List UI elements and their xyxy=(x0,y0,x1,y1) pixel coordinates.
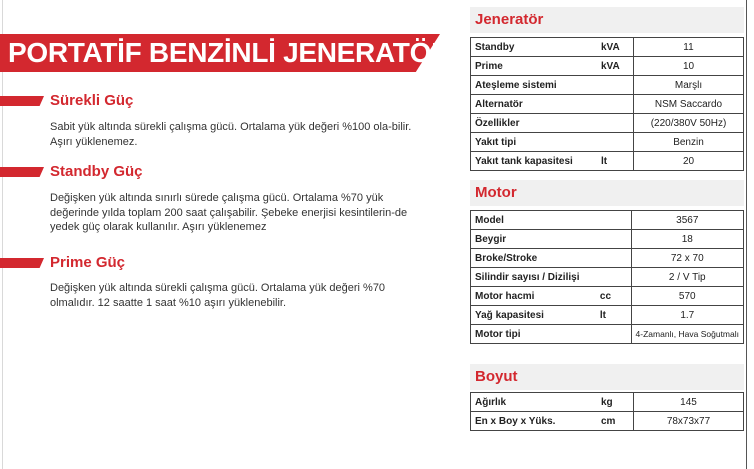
section-marker xyxy=(0,96,44,106)
spec-unit xyxy=(597,76,634,95)
spec-label: Ateşleme sistemi xyxy=(471,76,598,95)
spec-value: 72 x 70 xyxy=(631,249,743,268)
spec-label: Motor hacmi xyxy=(471,287,596,306)
spec-label: Beygir xyxy=(471,230,596,249)
spec-label: Motor tipi xyxy=(471,325,596,344)
spec-label: En x Boy x Yüks. xyxy=(471,412,598,431)
spec-row xyxy=(471,38,744,57)
spec-row xyxy=(471,76,744,95)
spec-row xyxy=(471,268,744,287)
spec-row xyxy=(471,230,744,249)
spec-unit xyxy=(596,230,631,249)
spec-label: Broke/Stroke xyxy=(471,249,596,268)
spec-value: 145 xyxy=(634,393,744,412)
section-text-surekli: Sabit yük altında sürekli çalışma gücü. Ortalama yük değeri %100 ola-bilir. Aşırı yüklenemez. xyxy=(50,121,412,148)
spec-value: 10 xyxy=(634,57,744,76)
spec-unit xyxy=(596,268,631,287)
spec-unit: lt xyxy=(597,152,634,171)
spec-row xyxy=(471,57,744,76)
spec-value: (220/380V 50Hz) xyxy=(634,114,744,133)
spec-value: 1.7 xyxy=(631,306,743,325)
jenerator-table xyxy=(470,37,744,171)
spec-label: Yağ kapasitesi xyxy=(471,306,596,325)
spec-row xyxy=(471,287,744,306)
page-title: PORTATİF BENZİNLİ JENERATÖR xyxy=(8,37,452,68)
spec-value: NSM Saccardo xyxy=(634,95,744,114)
spec-label: Yakıt tank kapasitesi xyxy=(471,152,598,171)
boyut-table xyxy=(470,392,744,431)
spec-value: Marşlı xyxy=(634,76,744,95)
section-text-standby: Değişken yük altında sınırlı sürede çalışma gücü. Ortalama %70 yük değerinde yılda toplam 200 saat çalışabilir. Şebeke enerjisi kesintilerin-de yedek güç olarak kullanılır. Aşırı yüklenemez xyxy=(50,192,408,233)
spec-value: Benzin xyxy=(634,133,744,152)
spec-unit: kVA xyxy=(597,57,634,76)
spec-unit: lt xyxy=(596,306,631,325)
motor-title: Motor xyxy=(475,184,517,201)
spec-label: Silindir sayısı / Dizilişi xyxy=(471,268,596,287)
spec-value: 20 xyxy=(634,152,744,171)
spec-unit: kg xyxy=(597,393,634,412)
spec-unit xyxy=(597,114,634,133)
spec-unit: kVA xyxy=(597,38,634,57)
section-title-prime: Prime Güç xyxy=(50,254,126,271)
section-title-surekli: Sürekli Güç xyxy=(50,92,134,109)
spec-value: 78x73x77 xyxy=(634,412,744,431)
spec-label: Standby xyxy=(471,38,598,57)
spec-label: Prime xyxy=(471,57,598,76)
spec-value: 570 xyxy=(631,287,743,306)
right-edge-line xyxy=(746,0,747,469)
spec-unit xyxy=(597,133,634,152)
spec-unit xyxy=(596,211,631,230)
spec-label: Özellikler xyxy=(471,114,598,133)
spec-value: 4-Zamanlı, Hava Soğutmalı xyxy=(631,325,743,344)
section-marker xyxy=(0,167,44,177)
jenerator-title: Jeneratör xyxy=(475,11,544,28)
spec-unit: cm xyxy=(597,412,634,431)
spec-unit: cc xyxy=(596,287,631,306)
spec-row xyxy=(471,152,744,171)
spec-label: Alternatör xyxy=(471,95,598,114)
spec-value: 18 xyxy=(631,230,743,249)
spec-row xyxy=(471,211,744,230)
spec-row xyxy=(471,412,744,431)
spec-row xyxy=(471,325,744,344)
spec-unit xyxy=(597,95,634,114)
spec-row xyxy=(471,393,744,412)
spec-value: 2 / V Tip xyxy=(631,268,743,287)
spec-label: Model xyxy=(471,211,596,230)
motor-table xyxy=(470,210,744,344)
spec-unit xyxy=(596,325,631,344)
spec-label: Yakıt tipi xyxy=(471,133,598,152)
section-marker xyxy=(0,258,44,268)
spec-value: 11 xyxy=(634,38,744,57)
spec-label: Ağırlık xyxy=(471,393,598,412)
section-title-standby: Standby Güç xyxy=(50,163,143,180)
spec-row xyxy=(471,95,744,114)
spec-value: 3567 xyxy=(631,211,743,230)
spec-unit xyxy=(596,249,631,268)
spec-row xyxy=(471,114,744,133)
spec-row xyxy=(471,306,744,325)
spec-row xyxy=(471,249,744,268)
section-text-prime: Değişken yük altında sürekli çalışma gücü. Ortalama yük değeri %70 olmalıdır. 12 saatte 1 saat %10 aşırı yüklenebilir. xyxy=(50,282,386,309)
boyut-title: Boyut xyxy=(475,368,518,385)
spec-row xyxy=(471,133,744,152)
